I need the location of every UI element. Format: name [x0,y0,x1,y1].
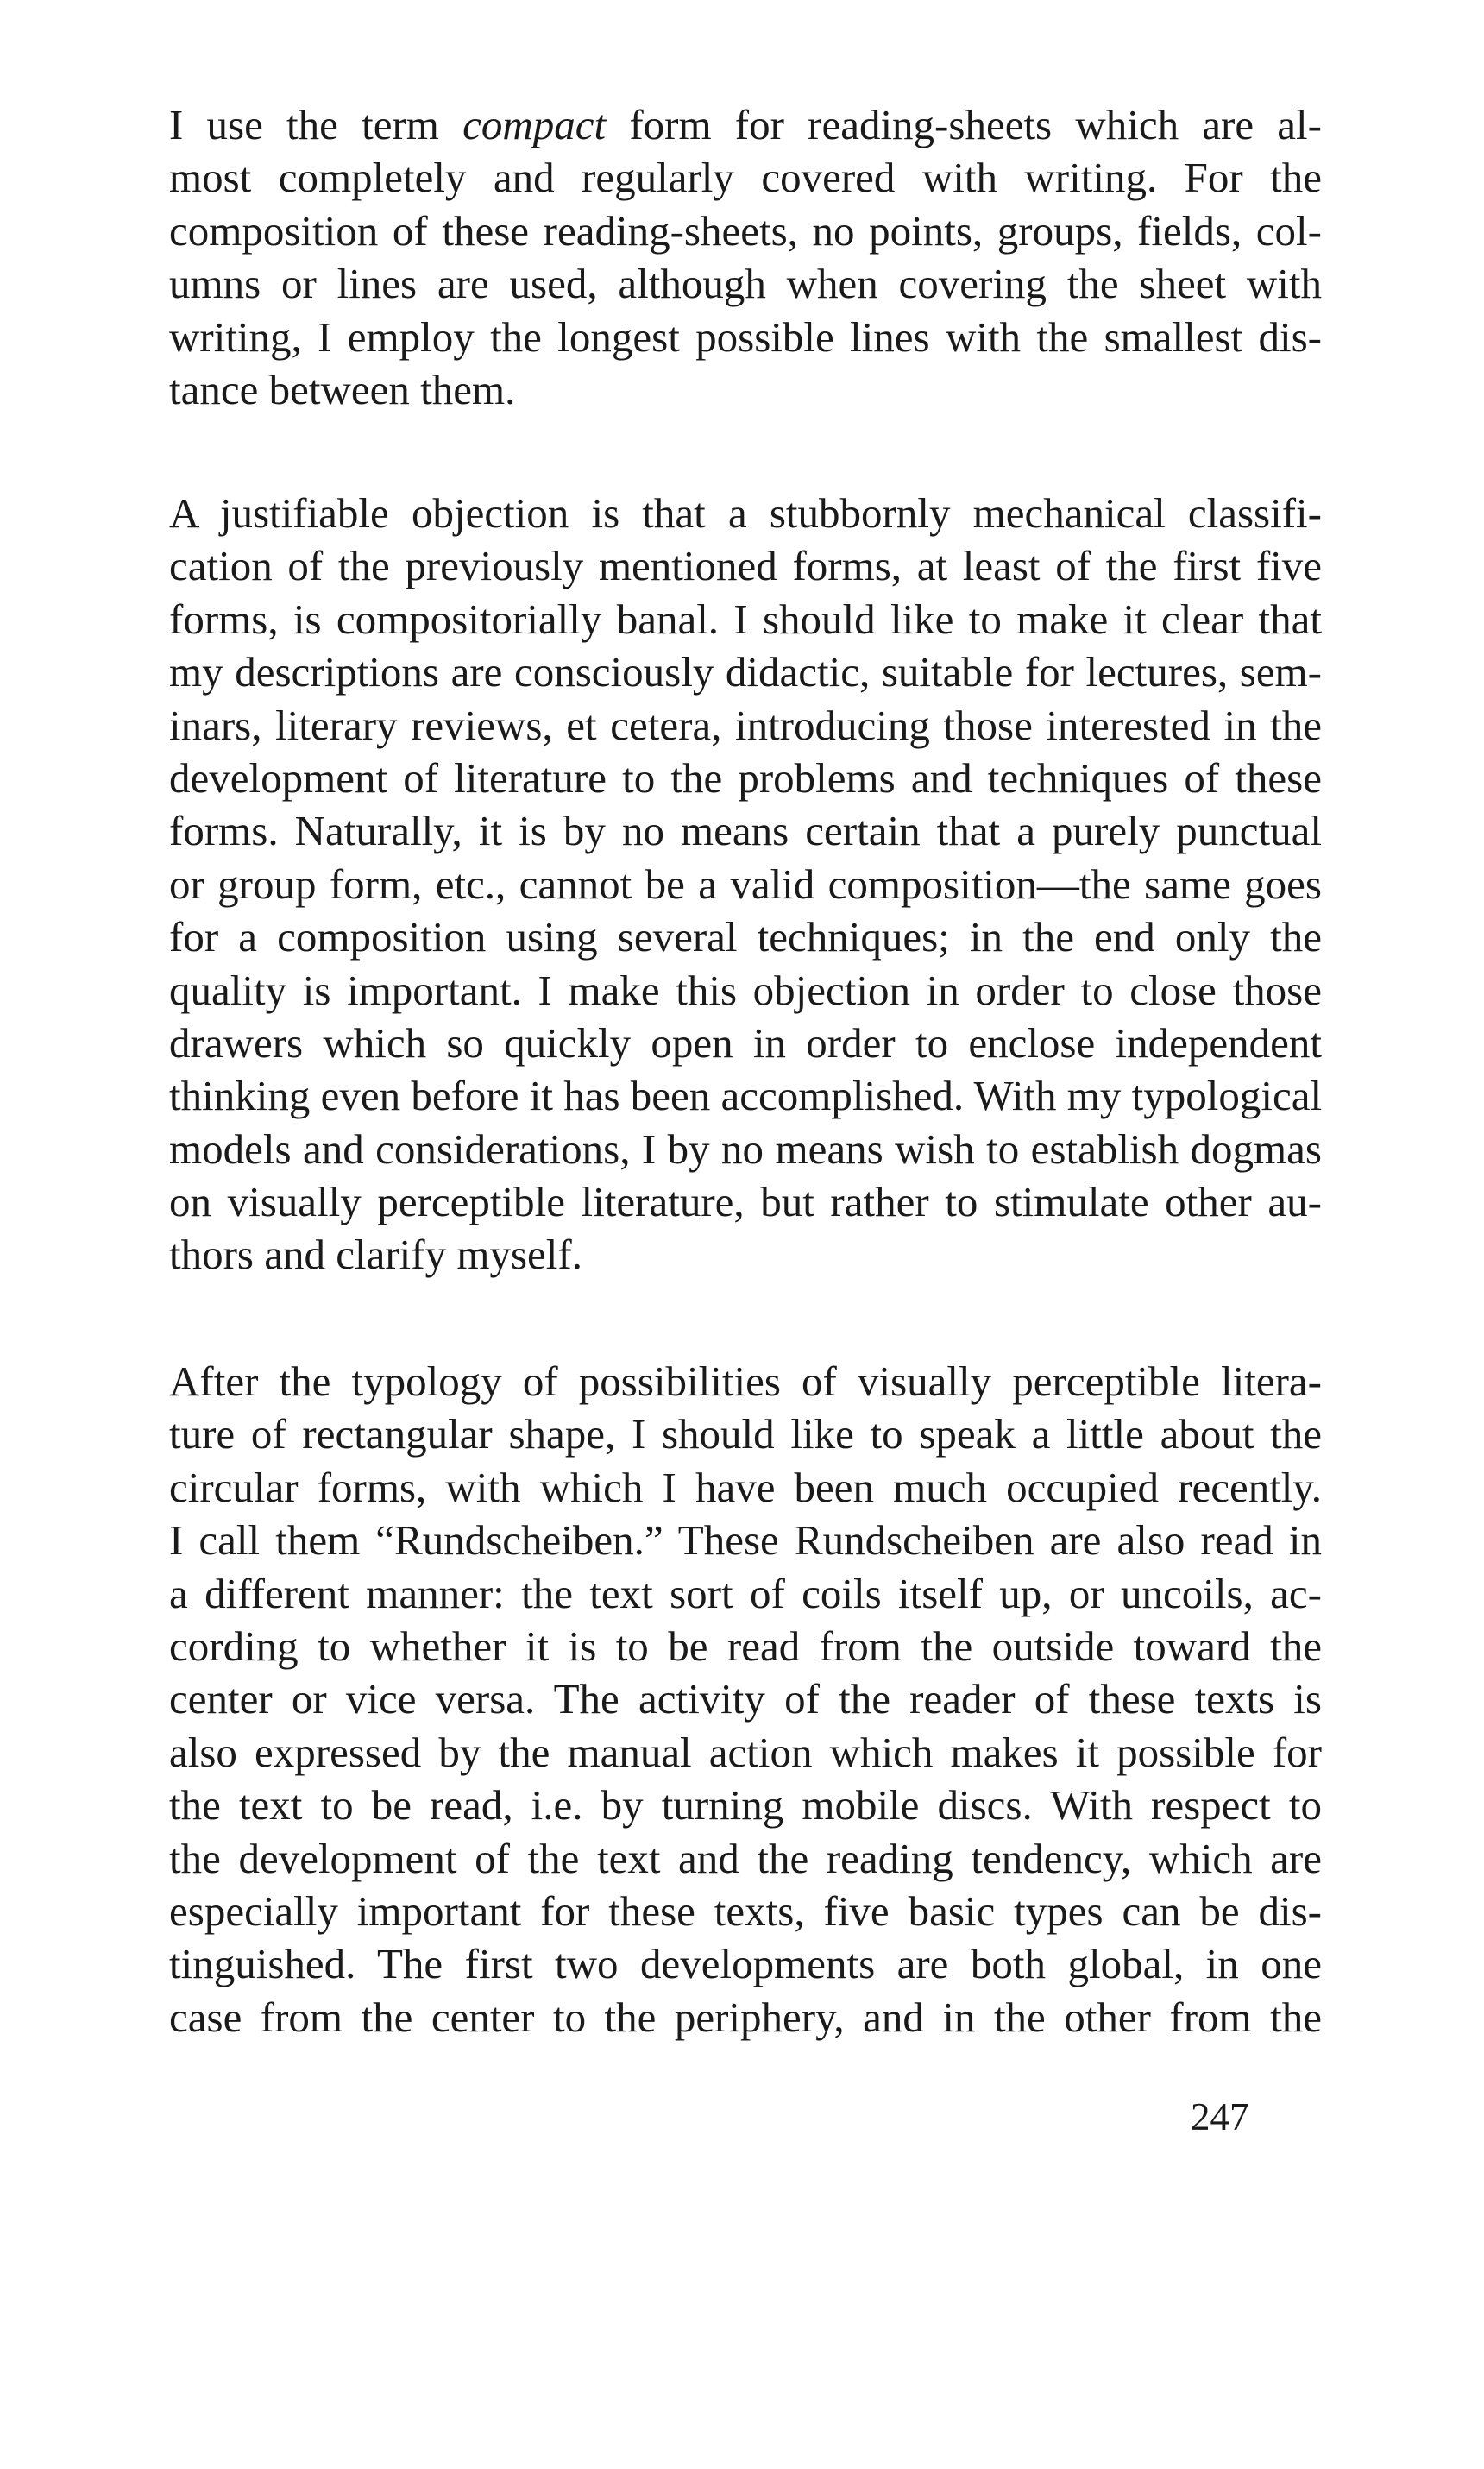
paragraph-line: cording to whether it is to be read from the outside toward the [169,1622,1322,1670]
paragraph-line: forms. Naturally, it is by no means certain that a purely punctual [169,807,1322,855]
paragraph-line: composition of these reading-sheets, no points, groups, fields, col- [169,206,1322,255]
paragraph-line: cation of the previously mentioned forms, at least of the first five [169,542,1322,590]
paragraph-line: especially important for these texts, five basic types can be dis- [169,1886,1322,1935]
paragraph-line: inars, literary reviews, et cetera, introducing those interested in the [169,701,1322,749]
paragraph-line: most completely and regularly covered with writing. For the [169,154,1322,202]
paragraph-line: a different manner: the text sort of coils itself up, or uncoils, ac- [169,1569,1322,1617]
paragraph-line: models and considerations, I by no means wish to establish dogmas [169,1124,1322,1173]
paragraph-line: the text to be read, i.e. by turning mobile discs. With respect to [169,1781,1322,1830]
paragraph-line: A justifiable objection is that a stubbornly mechanical classifi- [169,489,1322,537]
paragraph-line: the development of the text and the reading tendency, which are [169,1834,1322,1882]
paragraph-line: also expressed by the manual action which makes it possible for [169,1728,1322,1776]
paragraph-line: case from the center to the periphery, and in the other from the [169,1993,1322,2041]
paragraph-line: tinguished. The first two developments are both global, in one [169,1940,1322,1988]
emphasized-term: compact [462,101,607,148]
paragraph-line: writing, I employ the longest possible lines with the smallest dis- [169,312,1322,361]
paragraph-line: on visually perceptible literature, but rather to stimulate other au- [169,1178,1322,1226]
paragraph-compact-form [169,98,1322,416]
paragraph-line: I call them “Rundscheiben.” These Rundscheiben are also read in [169,1516,1322,1565]
paragraph-line: ture of rectangular shape, I should like to speak a little about the [169,1410,1322,1458]
paragraph-line: tance between them. [169,365,516,413]
paragraph-line: thors and clarify myself. [169,1231,582,1279]
paragraph-line: circular forms, with which I have been much occupied recently. [169,1463,1322,1511]
paragraph-line: quality is important. I make this objection in order to close those [169,966,1322,1014]
paragraph-line: for a composition using several techniques; in the end only the [169,913,1322,961]
paragraph-line: drawers which so quickly open in order to enclose independent [169,1018,1322,1067]
paragraph-line: development of literature to the problems and techniques of these [169,753,1322,802]
paragraph-line: my descriptions are consciously didactic, suitable for lectures, sem- [169,648,1322,696]
paragraph-line: thinking even before it has been accomplished. With my typological [169,1072,1322,1120]
paragraph-line: forms, is compositorially banal. I should like to make it clear that [169,595,1322,643]
paragraph-objection [169,487,1322,1282]
paragraph-line: umns or lines are used, although when covering the sheet with [169,260,1322,308]
page-number: 247 [1191,2095,1249,2138]
paragraph-line: After the typology of possibilities of visually perceptible litera- [169,1357,1322,1405]
paragraph-line: center or vice versa. The activity of the reader of these texts is [169,1675,1322,1723]
paragraph-circular-forms [169,1355,1322,2044]
paragraph-line: or group form, etc., cannot be a valid composition—the same goes [169,860,1322,908]
paragraph-line: I use the term compact form for reading-sheets which are al- [169,101,1322,148]
